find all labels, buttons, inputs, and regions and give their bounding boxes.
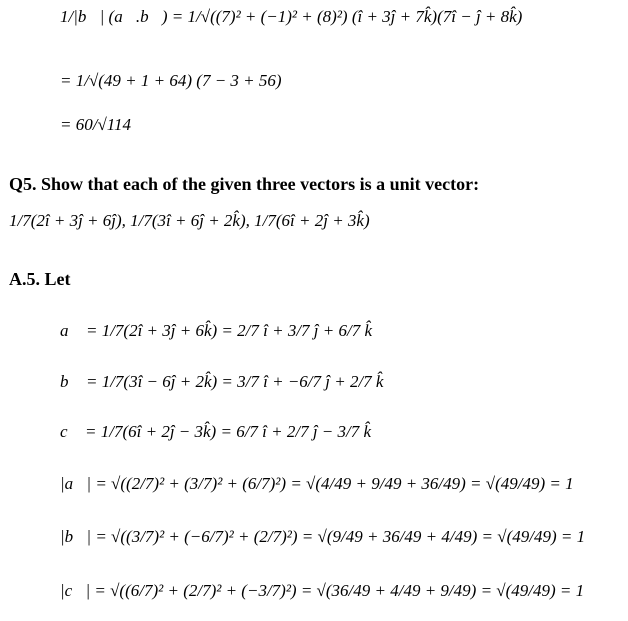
vector-c-magnitude: |c⃗| = √((6/7)² + (2/7)² + (−3/7)²) = √(36/49 + 4/49 + 9/49) = √(49/49) = 1 [60, 581, 585, 600]
equation-line-1: 1/|b⃗| (a⃗.b⃗) = 1/√((7)² + (−1)² + (8)²) (î + 3ĵ + 7k̂)(7î − ĵ + 8k̂) [60, 7, 523, 26]
equation-line-3: = 60/√114 [60, 115, 132, 134]
question-5-expression: 1/7(2î + 3ĵ + 6ĵ), 1/7(3î + 6ĵ + 2k̂), 1/7(6î + 2ĵ + 3k̂) [9, 211, 370, 230]
vector-a-definition: a⃗ = 1/7(2î + 3ĵ + 6k̂) = 2/7 î + 3/7 ĵ + 6/7 k̂ [60, 321, 373, 340]
answer-5-heading: A.5. Let [9, 269, 71, 289]
vector-b-magnitude: |b⃗| = √((3/7)² + (−6/7)² + (2/7)²) = √(9/49 + 36/49 + 4/49) = √(49/49) = 1 [60, 527, 586, 546]
vector-b-definition: b⃗ = 1/7(3î − 6ĵ + 2k̂) = 3/7 î + −6/7 ĵ + 2/7 k̂ [60, 372, 384, 391]
equation-line-2: = 1/√(49 + 1 + 64) (7 − 3 + 56) [60, 71, 282, 90]
vector-c-definition: c⃗ = 1/7(6î + 2ĵ − 3k̂) = 6/7 î + 2/7 ĵ − 3/7 k̂ [60, 422, 372, 441]
question-5-heading: Q5. Show that each of the given three vectors is a unit vector: [9, 174, 480, 194]
vector-a-magnitude: |a⃗| = √((2/7)² + (3/7)² + (6/7)²) = √(4/49 + 9/49 + 36/49) = √(49/49) = 1 [60, 474, 574, 493]
